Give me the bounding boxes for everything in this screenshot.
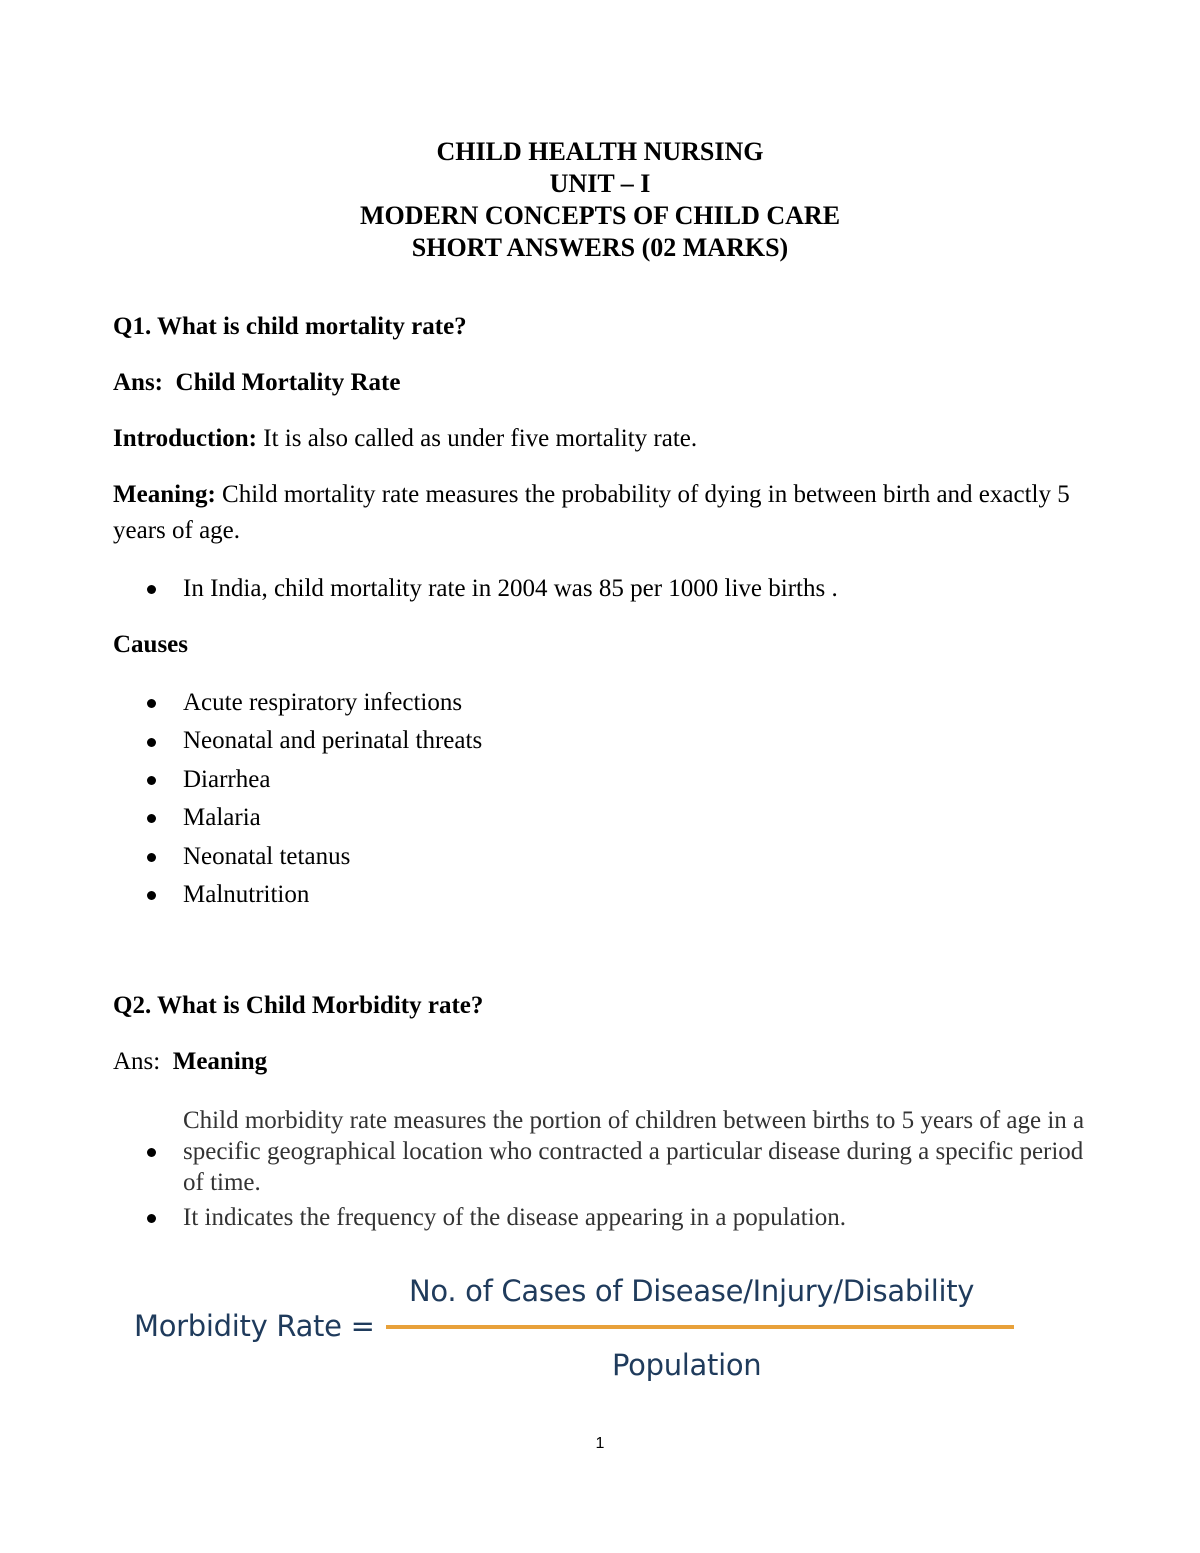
course-title: CHILD HEALTH NURSING — [436, 137, 764, 166]
formula-lhs: Morbidity Rate = — [134, 1309, 375, 1343]
q1-ans-label: Ans: — [113, 369, 164, 396]
list-item: Child morbidity rate measures the portion of children between births to 5 years of age in a specific geographical location who contracted a particular disease during a specific period of time. — [113, 1105, 1103, 1198]
q2-answer-heading — [113, 1047, 267, 1077]
q2-ans-label: Ans: — [113, 1048, 161, 1075]
list-item: Acute respiratory infections — [113, 684, 482, 722]
list-item: Malaria — [113, 799, 482, 837]
q2-question: Q2. What is Child Morbidity rate? — [113, 992, 484, 1019]
q1-question: Q1. What is child mortality rate? — [113, 313, 467, 340]
chapter-title: MODERN CONCEPTS OF CHILD CARE — [359, 201, 841, 230]
formula-denominator: Population — [612, 1348, 762, 1382]
meaning-label: Meaning: — [113, 481, 216, 508]
list-item: It indicates the frequency of the disease appearing in a population. — [113, 1202, 1103, 1233]
list-item: Neonatal tetanus — [113, 838, 482, 876]
fraction-bar — [386, 1325, 1014, 1329]
causes-heading: Causes — [113, 631, 189, 658]
section-title: SHORT ANSWERS (02 MARKS) — [411, 233, 789, 262]
q1-introduction — [113, 424, 697, 454]
causes-list — [113, 684, 482, 914]
formula-numerator: No. of Cases of Disease/Injury/Disability — [409, 1274, 975, 1308]
intro-label: Introduction: — [113, 425, 258, 452]
page-number: 1 — [595, 1435, 605, 1452]
list-item: Diarrhea — [113, 761, 482, 799]
q1-meaning — [113, 477, 1073, 549]
q2-ans-title: Meaning — [172, 1048, 268, 1075]
list-item: In India, child mortality rate in 2004 was 85 per 1000 live births . — [113, 570, 838, 608]
meaning-text: Child mortality rate measures the probability of dying in between birth and exactly 5 years of age. — [113, 481, 1070, 544]
q1-answer-heading — [113, 368, 400, 398]
q1-ans-title: Child Mortality Rate — [175, 369, 401, 396]
q2-points-list — [113, 1105, 1103, 1233]
q1-fact-list — [113, 570, 838, 608]
list-item: Neonatal and perinatal threats — [113, 722, 482, 760]
intro-text: It is also called as under five mortality rate. — [257, 425, 698, 452]
document-title — [0, 136, 1200, 264]
unit-title: UNIT – I — [549, 169, 651, 198]
list-item: Malnutrition — [113, 876, 482, 914]
